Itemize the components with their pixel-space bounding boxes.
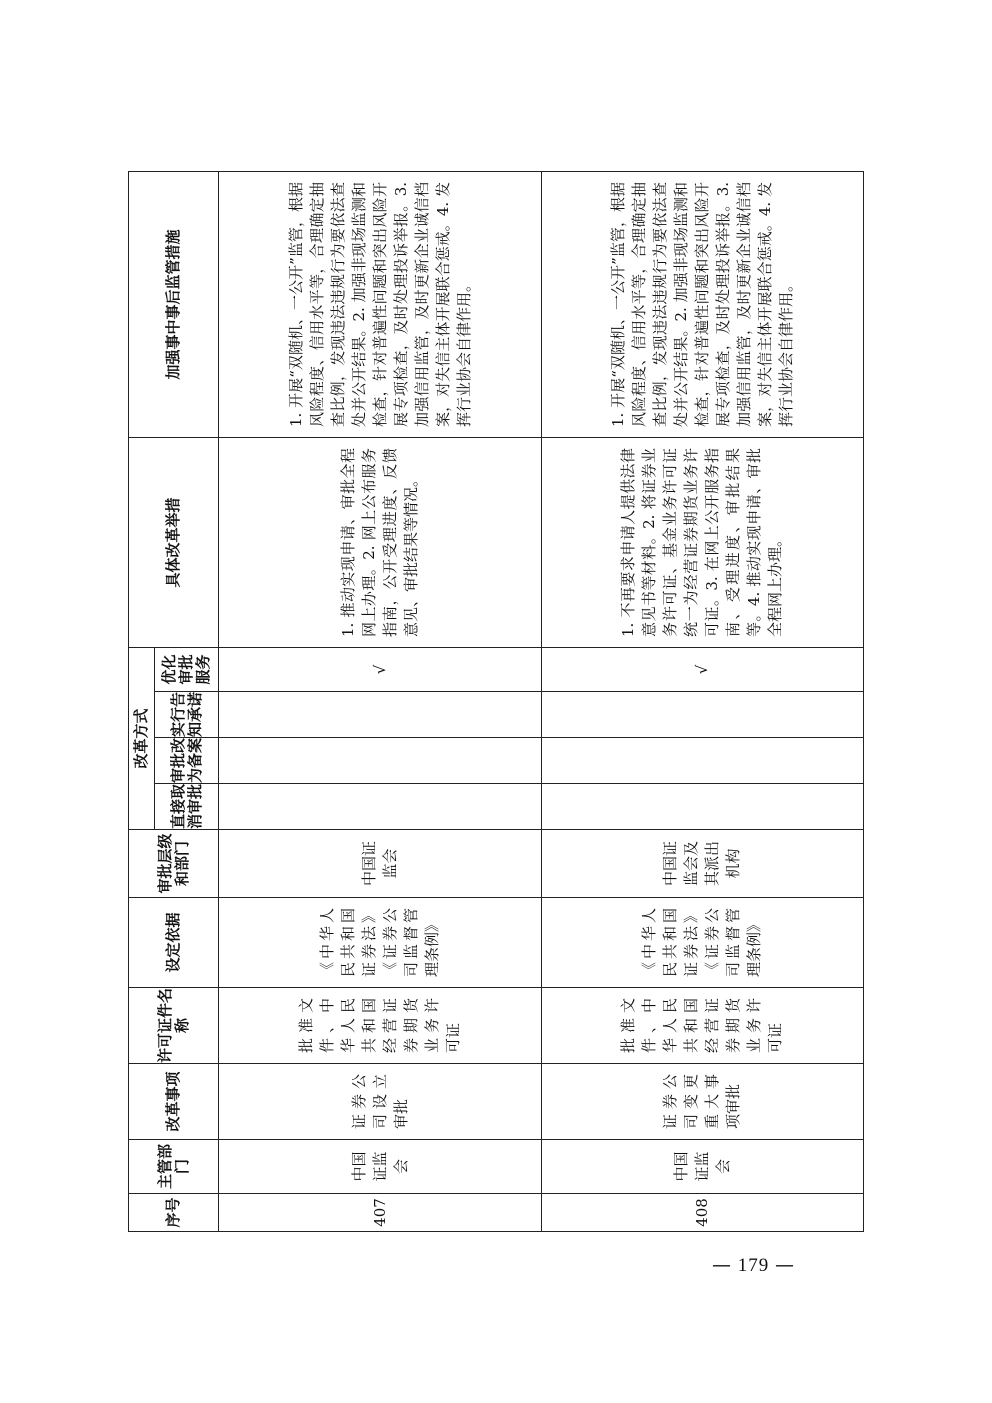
row-dept: 中国证监会 <box>671 1151 732 1182</box>
row-mode-optimize-check: √ <box>219 647 541 691</box>
row-seq: 408 <box>541 1194 863 1232</box>
row-item: 证券公司变更重大事项审批 <box>661 1074 743 1129</box>
table-row <box>541 171 863 1231</box>
header-level: 审批层级和部门 <box>129 830 219 898</box>
page-number: — 179 — <box>712 1254 795 1276</box>
header-row <box>129 171 155 1231</box>
row-basis: 《中华人民共和国证券法》《证券公司监督管理条例》 <box>640 908 764 977</box>
row-mode-cancel <box>219 784 541 830</box>
header-mode-cancel: 直接取消审批 <box>155 784 219 830</box>
page-number-value: 179 <box>737 1255 770 1276</box>
row-mode-optimize-check: √ <box>541 647 863 691</box>
header-seq: 序号 <box>129 1194 219 1232</box>
rotated-table-wrapper <box>128 172 864 1232</box>
row-mode-filing <box>541 738 863 784</box>
row-mode-filing <box>219 738 541 784</box>
row-mode-cancel <box>541 784 863 830</box>
row-license: 批准文件、中华人民共和国经营证券期货业务许可证 <box>619 998 785 1053</box>
header-basis: 设定依据 <box>129 898 219 988</box>
row-mode-notice <box>541 692 863 738</box>
row-level: 中国证监会及其派出机构 <box>661 841 743 887</box>
table-row <box>219 171 541 1231</box>
reform-table <box>128 171 864 1232</box>
header-supervision: 加强事中事后监管措施 <box>129 171 219 437</box>
header-reform-mode: 改革方式 <box>129 647 155 829</box>
header-item: 改革事项 <box>129 1064 219 1140</box>
row-license: 批准文件、中华人民共和国经营证券期货业务许可证 <box>297 998 463 1053</box>
row-level: 中国证监会 <box>360 841 400 887</box>
row-measures: 1. 不再要求申请人提供法律意见书等材料。2. 将证券业务许可证、基金业务许可证统一为经营证券期货业务许可证。3. 在网上公开服务指南、受理进度、审批结果等。4. 推动实现申请、审批全程网上办理。 <box>619 447 785 637</box>
row-supervision: 1. 开展“双随机、一公开”监管，根据风险程度、信用水平等，合理确定抽查比例，发现违法违规行为要依法查处并公开结果。2. 加强非现场监测和检查，针对普遍性问题和突出风险开展专项检查，及时处理投诉举报。3. 加强信用监管，及时更新企业诚信档案，对失信主体开展联合惩戒。4. 发挥行业协会自律作用。 <box>286 181 473 427</box>
header-measures: 具体改革举措 <box>129 437 219 647</box>
row-basis: 《中华人民共和国证券法》《证券公司监督管理条例》 <box>318 908 442 977</box>
header-mode-optimize: 优化审批服务 <box>155 647 219 691</box>
header-dept: 主管部门 <box>129 1140 219 1194</box>
row-item: 证券公司设立审批 <box>349 1074 410 1129</box>
header-license: 许可证件名称 <box>129 988 219 1064</box>
row-supervision: 1. 开展“双随机、一公开”监管，根据风险程度、信用水平等，合理确定抽查比例，发现违法违规行为要依法查处并公开结果。2. 加强非现场监测和检查，针对普遍性问题和突出风险开展专项检查，及时处理投诉举报。3. 加强信用监管，及时更新企业诚信档案，对失信主体开展联合惩戒。4. 发挥行业协会自律作用。 <box>608 181 795 427</box>
row-mode-notice <box>219 692 541 738</box>
row-dept: 中国证监会 <box>349 1151 410 1182</box>
row-measures: 1. 推动实现申请、审批全程网上办理。2. 网上公布服务指南，公开受理进度、反馈意见、审批结果等情况。 <box>339 447 421 637</box>
header-mode-notice: 实行告知承诺 <box>155 692 219 738</box>
header-mode-filing: 审批改为备案 <box>155 738 219 784</box>
row-seq: 407 <box>219 1194 541 1232</box>
